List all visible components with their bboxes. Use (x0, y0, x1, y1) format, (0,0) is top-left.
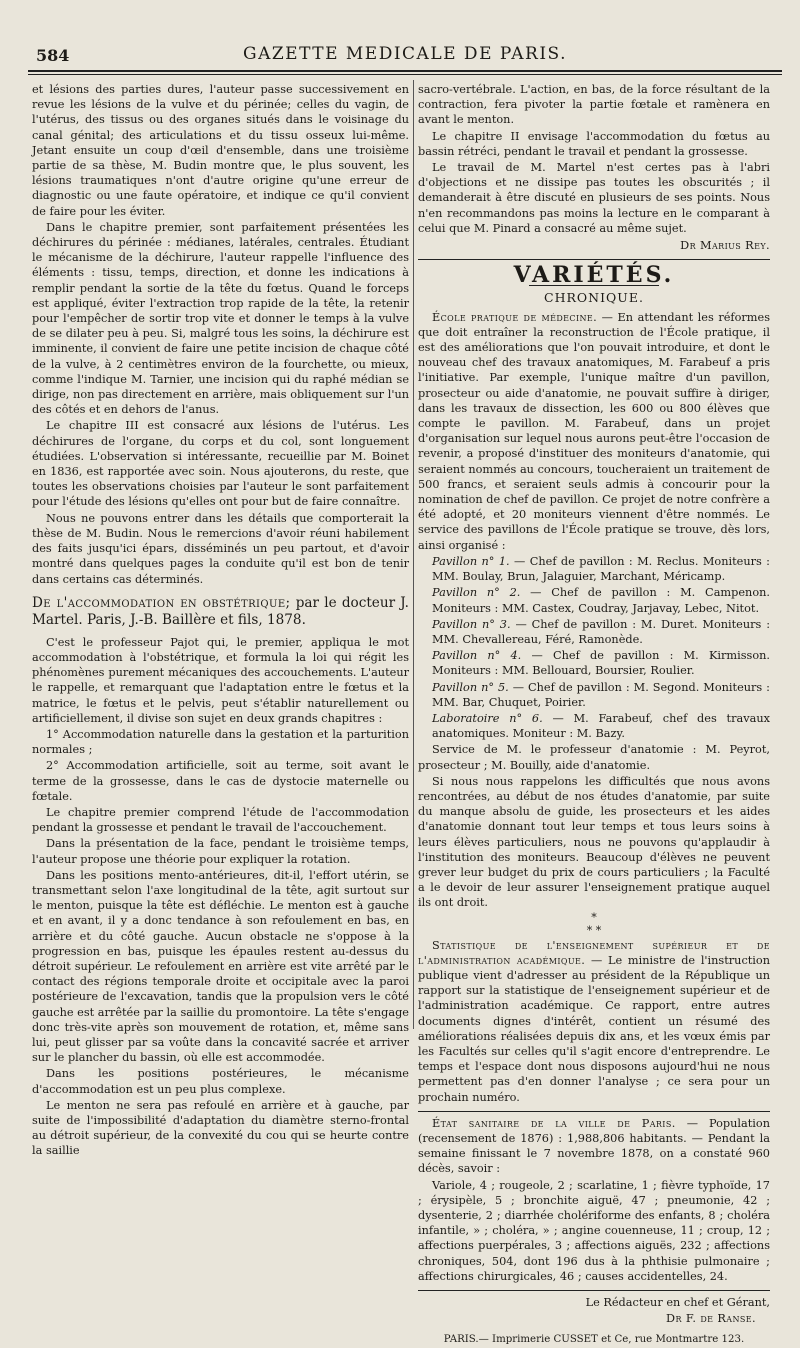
masthead-title: GAZETTE MEDICALE DE PARIS. (243, 44, 567, 64)
paragraph: Statistique de l'enseignement supérieur et de l'administration académique. — Le ministre de l'instruction publique vient d'adresser au président de la République un rapport sur la statistique de l'enseignement supérieur et de l'administration académique. Ce rapport, entre autres documents dignes d'intérêt, contient un résumé des améliorations réalisées depuis dix ans, et les vœux émis par les Facultés sur celles qu'il s'agit encore d'entreprendre. Le temps et l'espace dont nous disposons aujourd'hui ne nous permettent pas d'en donner l'analyse ; ce sera pour un prochain numéro. (418, 938, 770, 1104)
section-title: VARIÉTÉS. (513, 262, 675, 289)
section-rule (418, 259, 770, 260)
page-header (28, 40, 782, 74)
paragraph: Le chapitre premier comprend l'étude de l'accommodation pendant la grossesse et pendant le travail de l'accouchement. (32, 805, 409, 835)
item-heading: État sanitaire de la ville de Paris. (432, 1116, 676, 1130)
section-rule (418, 1111, 770, 1112)
review-citation: par le docteur J. Martel. Paris, J.-B. Baillère et fils, 1878. (32, 594, 409, 628)
right-column (418, 82, 771, 1346)
paragraph: Dans le chapitre premier, sont parfaitement présentées les déchirures du périnée : médianes, latérales, centrales. Étudiant le mécanisme de la déchirure, l'auteur rappelle l'influence des éléments : tissu, temps, direction, et donne les indications à remplir pendant la sortie de la tête du fœtus. Quand le forceps est appliqué, éviter l'extraction trop rapide de la tête, la retenir pour l'empêcher de sortir trop vite et donner le temps à la vulve de se dilater peu à peu. Si, malgré tous les soins, la déchirure est imminente, il convient de faire une petite incision de chaque côté de la vulve, à 2 centimètres environ de la fourchette, ou mieux, comme l'indique M. Tarnier, une incision qui du raphé médian se dirige, non pas directement en arrière, mais obliquement sur l'un des côtés et en dehors de l'anus. (32, 220, 409, 417)
separator-stars: * * (586, 923, 602, 937)
editor-line: Le Rédacteur en chef et Gérant, (585, 1296, 770, 1310)
author-signature: Dr Marius Rey. (680, 239, 770, 253)
item-heading: Statistique de l'enseignement supérieur et de l'administration académique. (418, 938, 770, 967)
list-item: Pavillon n° 5. — Chef de pavillon : M. Segond. Moniteurs : MM. Bar, Chuquet, Poirier. (432, 680, 770, 709)
paragraph: Le menton ne sera pas refoulé en arrière et à gauche, par suite de l'impossibilité d'adaptation du diamètre sterno-frontal au détroit supérieur, de la convexité du cou qui se heurte contre la saillie (32, 1098, 409, 1158)
page-number: 584 (36, 46, 70, 65)
paragraph: Service de M. le professeur d'anatomie : M. Peyrot, prosecteur ; M. Bouilly, aide d'anatomie. (418, 743, 770, 772)
section-rule (418, 1290, 770, 1291)
paragraph: et lésions des parties dures, l'auteur passe successivement en revue les lésions de la vulve et du périnée; celles du vagin, de l'utérus, des tissus ou des organes situés dans le voisinage du canal génital; des articulations et du tissu osseux lui-même. Jetant ensuite un coup d'œil d'ensemble, dans une troisième partie de sa thèse, M. Budin montre que, le plus souvent, les lésions traumatiques n'ont d'autre origine qu'une erreur de diagnostic ou une faute opératoire, et indique ce qu'il convient de faire pour les éviter. (32, 83, 409, 218)
list-item: Pavillon n° 3. — Chef de pavillon : M. Duret. Moniteurs : MM. Chevallereau, Féré, Ramonède. (432, 617, 771, 646)
paragraph: sacro-vertébrale. L'action, en bas, de la force résultant de la contraction, fera pivoter la partie fœtale et ramènera en avant le menton. (418, 83, 770, 127)
list-item: Pavillon n° 2. — Chef de pavillon : M. Campenon. Moniteurs : MM. Castex, Coudray, Jarjavay, Lebec, Nitot. (432, 586, 770, 615)
left-column (32, 82, 409, 1158)
paragraph: Dans les positions mento-antérieures, dit-il, l'effort utérin, se transmettant selon l'axe longitudinal de la tête, agit surtout sur le menton, puisque la tête est défléchie. Le menton est à gauche et en avant, il y a donc tendance à son refoulement en bas, en arrière et du côté gauche. Aucun obstacle ne s'oppose à la progression en bas, puisque les épaules restent au-dessus du détroit supérieur. Le refoulement en arrière est vite arrêté par le contact des régions temporale droite et occipitale avec la paroi postérieure de l'excavation, tandis que la propulsion vers le côté gauche est arrêtée par la saillie du promontoire. La tête s'engage donc très-vite après son mouvement de rotation, et, même sans lui, peut glisser par sa voûte dans la concavité sacrée et arriver sur le plancher du bassin, où elle est accommodée. (32, 868, 409, 1065)
paragraph: Si nous nous rappelons les difficultés que nous avons rencontrées, au début de nos études d'anatomie, par suite du manque absolu de guide, les prosecteurs et les aides d'anatomie donnant tout leur temps et tous leurs soins à leurs élèves particuliers, nous ne pouvons qu'applaudir à l'institution des moniteurs. Beaucoup d'élèves ne peuvent grever leur budget du prix de cours particuliers ; la Faculté a le devoir de leur assurer l'enseignement pratique auquel ils ont droit. (418, 774, 770, 910)
subsection-title: CHRONIQUE. (544, 290, 644, 306)
paragraph: Le chapitre III est consacré aux lésions de l'utérus. Les déchirures de l'organe, du corps et du col, sont longuement étudiées. L'observation si intéressante, recueillie par M. Boinet en 1836, est rapportée avec soin. Nous ajouterons, du reste, que toutes les observations choisies par l'auteur le sont parfaitement pour l'étude des lésions qu'elles ont pour but de faire connaître. (32, 419, 409, 509)
separator-stars: * (591, 910, 597, 924)
list-item: Pavillon n° 1. — Chef de pavillon : M. Reclus. Moniteurs : MM. Boulay, Brun, Jalaguier, Marchant, Méricamp. (432, 554, 770, 584)
item-heading: École pratique de médecine. (432, 310, 598, 324)
editor-name: Dr F. de Ranse. (666, 1312, 756, 1326)
paragraph: 2° Accommodation artificielle, soit au terme, soit avant le terme de la grossesse, dans le cas de dystocie maternelle ou fœtale. (32, 759, 409, 803)
review-title: De l'accommodation en obstétrique; (32, 594, 291, 611)
paragraph: Le travail de M. Martel n'est certes pas à l'abri d'objections et ne dissipe pas toutes les obscurités ; il demanderait à être discuté en plusieurs de ses points. Nous n'en recommandons pas moins la lecture en le comparant à celui que M. Pinard a consacré au même sujet. (418, 161, 770, 235)
paragraph: C'est le professeur Pajot qui, le premier, appliqua le mot accommodation à l'obstétrique, et formula la loi qui régit les phénomènes purement mécaniques des accouchements. L'auteur le rappelle, et remarquant que l'adaptation entre le fœtus et la matrice, le fœtus et le pelvis, peut s'établir naturellement ou artificiellement, il divise son sujet en deux grands chapitres : (32, 635, 409, 725)
list-item: Laboratoire n° 6. — M. Farabeuf, chef des travaux anatomiques. Moniteur : M. Bazy. (432, 711, 770, 741)
list-item: Pavillon n° 4. — Chef de pavillon : M. Kirmisson. Moniteurs : MM. Bellouard, Boursier, Roulier. (432, 649, 771, 678)
review-heading (32, 595, 409, 629)
header-rule (28, 70, 782, 72)
paragraph: Dans les positions postérieures, le mécanisme d'accommodation est un peu plus complexe. (32, 1067, 409, 1096)
paragraph: Variole, 4 ; rougeole, 2 ; scarlatine, 1 ; fièvre typhoïde, 17 ; érysipèle, 5 ; bronchite aiguë, 47 ; pneumonie, 42 ; dysenterie, 2 ; diarrhée cholériforme des enfants, 8 ; choléra infantile, » ; choléra, » ; angine couenneuse, 11 ; croup, 12 ; affections puerpérales, 3 ; affections aiguës, 232 ; affections chroniques, 504, dont 196 dus à la phthisie pulmonaire ; affections chirurgicales, 46 ; causes accidentelles, 24. (418, 1178, 770, 1283)
paragraph: Nous ne pouvons entrer dans les détails que comporterait la thèse de M. Budin. Nous le remercions d'avoir réuni habilement des faits jusqu'ici épars, disséminés un peu partout, et d'avoir montré dans quelques pages la conduite qu'il est bon de tenir dans certains cas déterminés. (32, 511, 409, 586)
paragraph: Le chapitre II envisage l'accommodation du fœtus au bassin rétréci, pendant le travail et pendant la grossesse. (418, 129, 770, 158)
imprint-line: PARIS.— Imprimerie CUSSET et Ce, rue Montmartre 123. (443, 1334, 745, 1346)
paragraph: Dans la présentation de la face, pendant le troisième temps, l'auteur propose une théorie pour expliquer la rotation. (32, 837, 409, 866)
paragraph: École pratique de médecine. — En attendant les réformes que doit entraîner la reconstruction de l'École pratique, il est des améliorations que l'on pouvait introduire, et dont le nouveau chef des travaux anatomiques, M. Farabeuf a pris l'initiative. Par exemple, l'unique maître d'un pavillon, prosecteur ou aide d'anatomie, ne pouvait suffire à diriger, dans les travaux de dissection, les 600 ou 800 élèves que compte le pavillon. M. Farabeuf, dans un projet d'organisation sur lequel nous aurons peut-être l'occasion de revenir, a proposé d'instituer des moniteurs d'anatomie, qui seraient nommés au concours, toucheraient un traitement de 500 francs, et seraient seuls admis à concourir pour la nomination de chef de pavillon. Ce projet de notre confrère a été adopté, et 20 moniteurs viennent d'être nommés. Le service des pavillons de l'École pratique se trouve, dès lors, ainsi organisé : (418, 310, 770, 552)
header-rule-thin (28, 74, 782, 75)
paragraph: 1° Accommodation naturelle dans la gestation et la parturition normales ; (32, 727, 409, 757)
column-divider (413, 80, 414, 1029)
paragraph: État sanitaire de la ville de Paris. — Population (recensement de 1876) : 1,988,806 habitants. — Pendant la semaine finissant le 7 novembre 1878, on a constaté 960 décès, savoir : (418, 1116, 770, 1176)
